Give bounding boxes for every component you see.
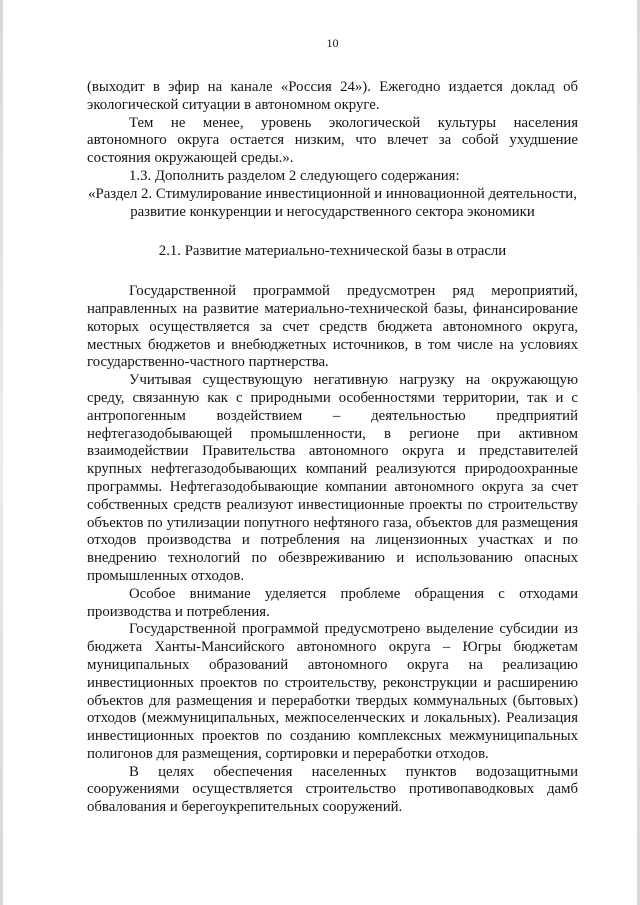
- scan-edge-left: [0, 0, 3, 905]
- paragraph-continuation: (выходит в эфир на канале «Россия 24»). Ежегодно издается доклад об экологической ситуации в автономном округе.: [87, 79, 578, 113]
- body-paragraph: Государственной программой предусмотрено выделение субсидии из бюджета Ханты-Мансийского автономного округа – Югры бюджетам муниципальных образований автономного округа на реализацию инвестиционных проектов по строительству, реконструкции и расширению объектов для размещения и переработки твердых коммунальных (бытовых) отходов (межмуниципальных, межпоселенческих и локальных). Реализация инвестиционных проектов по созданию комплексных межмуниципальных полигонов для размещения, сортировки и переработки отходов.: [87, 621, 578, 762]
- body-paragraph: В целях обеспечения населенных пунктов водозащитными сооружениями осуществляется строительство противопаводковых дамб обвалования и берегоукрепительных сооружений.: [87, 763, 578, 816]
- page-number: 10: [326, 36, 339, 50]
- paragraph-ecological-culture: Тем не менее, уровень экологической культуры населения автономного округа остается низким, что влечет за собой ухудшение состояния окружающей среды.».: [87, 114, 578, 167]
- body-paragraph: Учитывая существующую негативную нагрузку на окружающую среду, связанную как с природными особенностями территории, так и с антропогенным воздействием – деятельностью предприятий нефтегазодобывающей промышленности, в регионе при активном взаимодействии Правительства автономного округа и представителей крупных нефтегазодобывающих компаний реализуются природоохранные программы. Нефтегазодобывающие компании автономного округа за счет собственных средств реализуют инвестиционные проекты по строительству объектов по утилизации попутного нефтяного газа, объектов для размещения отходов производства и потребления на лицензионных участках и по внедрению технологий по обезвреживанию и использованию опасных промышленных отходов.: [87, 372, 578, 584]
- body-paragraph: Государственной программой предусмотрен ряд мероприятий, направленных на развитие материально-технической базы, финансирование которых осуществляется за счет средств бюджета автономного округа, местных бюджетов и внебюджетных источников, в том числе на условиях государственно-частного партнерства.: [87, 283, 578, 371]
- body-paragraph: Особое внимание уделяется проблеме обращения с отходами производства и потребления.: [87, 585, 578, 620]
- paragraph-amendment: 1.3. Дополнить разделом 2 следующего содержания:: [129, 167, 460, 184]
- subsection-title: 2.1. Развитие материально-технической базы в отрасли: [158, 243, 507, 260]
- section-title: «Раздел 2. Стимулирование инвестиционной и инновационной деятельности, развитие конкуренции и негосударственного сектора экономики: [88, 185, 577, 220]
